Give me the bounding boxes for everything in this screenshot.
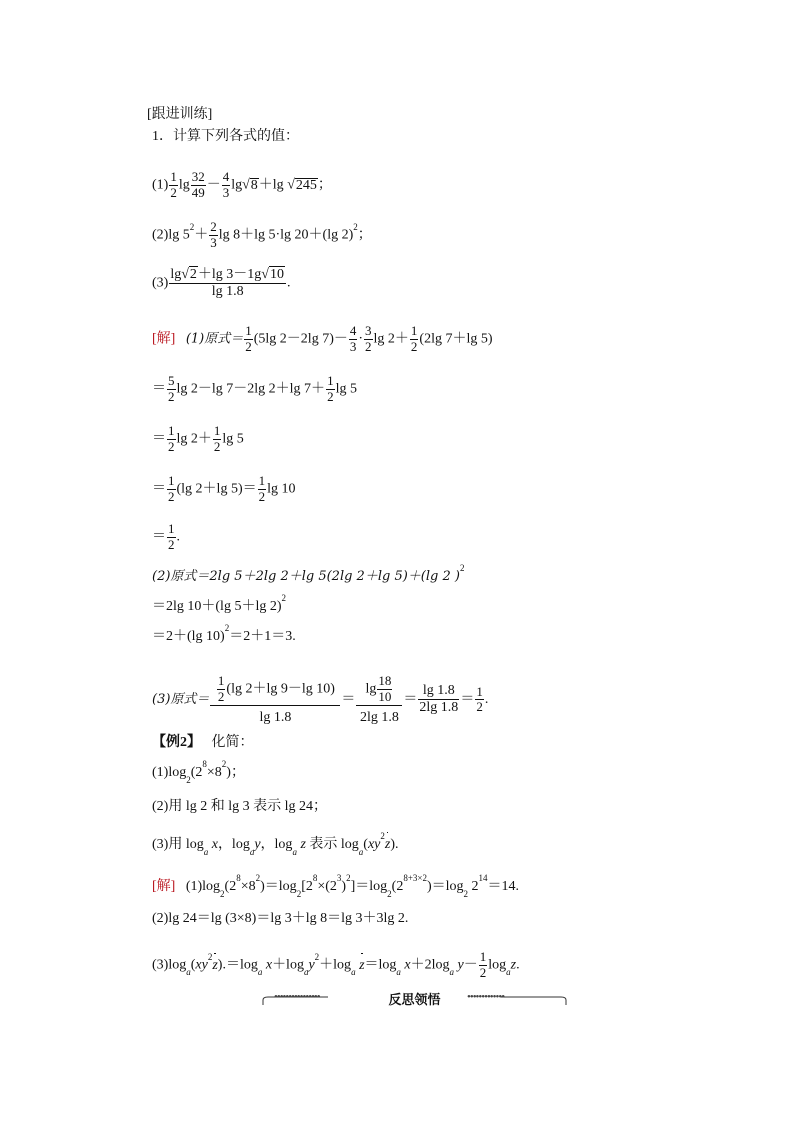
solution-2-line-1: (2)原式＝2lg 5＋2lg 2＋lg 5(2lg 2＋lg 5)＋(lg 2 )$^2$ bbox=[152, 563, 465, 584]
solution-1-line-4: ＝ $\frac{1}{2}$ (lg 2＋lg 5)＝ $\frac{1}{2}$ lg 10 bbox=[152, 473, 296, 504]
sqrt-icon: √ bbox=[287, 177, 295, 193]
solution-ex2-line-3: $(3)\log_a(xy^2z).=\log_a$ $x+\log_ay^2+\log_a$ $z=\log_a$ $x+2\log_a$ y－ $\frac{1}{2}$ $\log_az$. bbox=[152, 949, 520, 980]
reflection-banner: •••••••••••••••• 反思领悟 ••••••••••••• bbox=[262, 992, 567, 1006]
sqrt-icon: √ bbox=[181, 267, 189, 282]
solution-label: [解] bbox=[152, 331, 176, 347]
solution-1-line-1: [解] (1)原式＝ $\frac{1}{2}$ (5lg 2－2lg 7)－ $\frac{4}{3}$ · $\frac{3}{2}$ lg 2＋ $\frac{1}{2}$ (2lg 7＋lg 5) bbox=[152, 323, 493, 354]
example-label: 【例2】 bbox=[152, 735, 201, 750]
problem-2: (2)lg $5^2+$ $\frac{2}{3}$ lg 8＋lg 5·lg 20＋(lg 2)$^2$； bbox=[152, 219, 372, 250]
sqrt-icon: √ bbox=[242, 177, 250, 193]
solution-ex2-line-1: [解] $(1)\log_2(2^8\times 8^2)=\log_2[2^8\times(2^3)^2]=\log_2(2^{8+3\times 2})=\log_2$ $2^{14}=14$. bbox=[152, 873, 520, 899]
problem-3: (3) $\frac{\lg√2+\lg 3-1g√10}{\lg 1.8}$ . bbox=[152, 267, 291, 300]
solution-label: [解] bbox=[152, 879, 176, 894]
solution-3: (3)原式＝ $\frac{1}{2}$ (lg 2＋lg 9－lg 10) lg 1.8 ＝ lg $\frac{18}{10}$ 2lg 1.8 ＝ $\frac{\lg 1.8}{2\lg 1.8}$ ＝ $\frac{1}{2}$ . bbox=[152, 673, 489, 725]
banner-title: 反思领悟 bbox=[388, 993, 441, 1008]
question-title: 1．计算下列各式的值： bbox=[152, 129, 299, 144]
fraction: $\frac{\lg√2+\lg 3-1g√10}{\lg 1.8}$ bbox=[170, 267, 284, 300]
fraction: $\frac{4}{3}$ bbox=[222, 169, 230, 200]
solution-ex2-line-2: (2)lg 24＝lg (3×8)＝lg 3＋lg 8＝lg 3＋3lg 2. bbox=[152, 911, 409, 926]
solution-2-line-2: ＝2lg 10＋(lg 5＋lg 2)$^2$ bbox=[152, 593, 286, 614]
problem-1: (1) $\frac{1}{2}$ lg $\frac{32}{49}$ － $\frac{4}{3}$ lg√8＋lg √245； bbox=[152, 169, 332, 200]
overline-z: z bbox=[384, 837, 391, 852]
solution-1-line-2: ＝ $\frac{5}{2}$ lg 2－lg 7－2lg 2＋lg 7＋ $\frac{1}{2}$ lg 5 bbox=[152, 373, 357, 404]
section-tag: [跟进训练] bbox=[147, 107, 213, 122]
sqrt-icon: √ bbox=[261, 267, 269, 282]
fraction: $\frac{1}{2}$ bbox=[170, 169, 177, 200]
example-2-item-3: (3)用 $\log_a x$，$\log_ay$，$\log_a z$ 表示 $\log_a(xy^2z)$. bbox=[152, 831, 399, 857]
solution-1-line-5: ＝ $\frac{1}{2}$ . bbox=[152, 521, 180, 552]
fraction: $\frac{32}{49}$ bbox=[191, 169, 205, 200]
example-2-item-2: (2)用 lg 2 和 lg 3 表示 lg 24； bbox=[152, 799, 327, 814]
fraction: $\frac{2}{3}$ bbox=[210, 219, 217, 250]
example-2-item-1: $(1)\log_2(2^8\times 8^2)$； bbox=[152, 759, 245, 785]
solution-2-line-3: ＝2＋(lg 10)$^2$＝2＋1＝3. bbox=[152, 623, 296, 644]
solution-1-line-3: ＝ $\frac{1}{2}$ lg 2＋ $\frac{1}{2}$ lg 5 bbox=[152, 423, 244, 454]
example-2-header: 【例2】 化简： bbox=[152, 735, 254, 750]
